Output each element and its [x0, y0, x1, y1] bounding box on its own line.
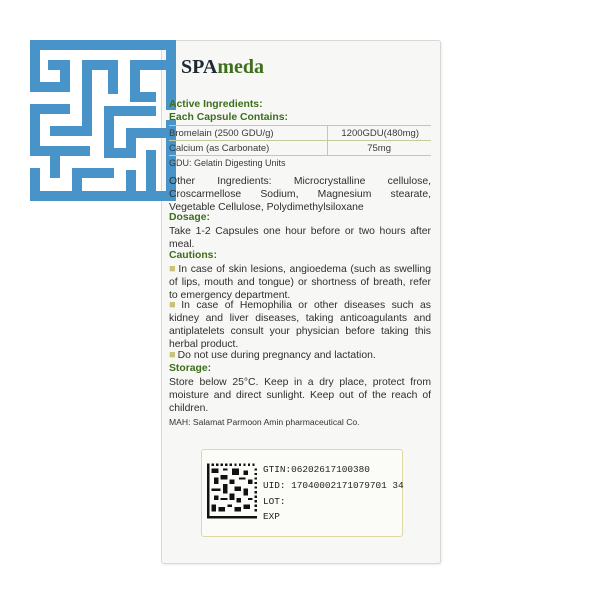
- table-row: [169, 143, 431, 154]
- caution-item: [169, 349, 431, 362]
- ingredient-name: Calcium (as Carbonate): [169, 143, 270, 154]
- other-ingredients: Other Ingredients: Microcrystalline cellulose, Croscarmellose Sodium, Magnesium stearate, Vegetable Cellulose, Polydimethylsiloxane: [169, 176, 431, 213]
- table-divider: [327, 125, 328, 155]
- ingredient-amount: 1200GDU(480mg): [341, 128, 419, 139]
- brand-logo: [181, 56, 264, 79]
- gtin-code: GTIN:06202617100380: [263, 464, 370, 475]
- brand-suffix: meda: [217, 56, 264, 78]
- bullet-dot-icon: ■: [169, 349, 176, 361]
- dosage-text: Take 1-2 Capsules one hour before or two hours after meal.: [169, 226, 431, 250]
- caution-item: [169, 299, 431, 351]
- storage-heading: Storage:: [169, 363, 212, 374]
- exp-label: EXP: [263, 511, 280, 522]
- bullet-dot-icon: ■: [169, 299, 180, 311]
- uid-code: UID: 17040002171079701 34: [263, 480, 404, 491]
- lot-label: LOT:: [263, 496, 286, 507]
- caution-item: [169, 263, 431, 302]
- kufic-square-logo-icon: [30, 40, 176, 201]
- caution-text: In case of skin lesions, angioedema (such as swelling of lips, mouth and tongue) or shortness of breath, refer to emergency department.: [169, 264, 431, 301]
- caution-text: In case of Hemophilia or other diseases such as kidney and liver diseases, taking anticoagulants and antiplatelets consult your physician before taking this herbal product.: [169, 300, 431, 350]
- bullet-dot-icon: ■: [169, 263, 177, 275]
- cautions-heading: Cautions:: [169, 250, 217, 261]
- brand-prefix: SPA: [181, 56, 218, 78]
- table-rule-bottom: [169, 155, 431, 156]
- datamatrix-icon: [207, 463, 257, 519]
- caution-text: Do not use during pregnancy and lactation.: [177, 350, 376, 361]
- mah-line: MAH: Salamat Parmoon Amin pharmaceutical Co.: [169, 417, 360, 427]
- ingredient-amount: 75mg: [367, 143, 391, 154]
- table-row: [169, 128, 431, 139]
- ingredient-name: Bromelain (2500 GDU/g): [169, 128, 274, 139]
- storage-text: Store below 25°C. Keep in a dry place, protect from moisture and direct sunlight. Keep out of the reach of children.: [169, 377, 431, 414]
- ingredients-heading: Active Ingredients:: [169, 99, 263, 110]
- ingredients-footnote: GDU: Gelatin Digesting Units: [169, 158, 286, 168]
- table-rule-mid: [169, 140, 431, 141]
- ingredients-subheading: Each Capsule Contains:: [169, 112, 288, 123]
- dosage-heading: Dosage:: [169, 212, 210, 223]
- table-rule-top: [169, 125, 431, 126]
